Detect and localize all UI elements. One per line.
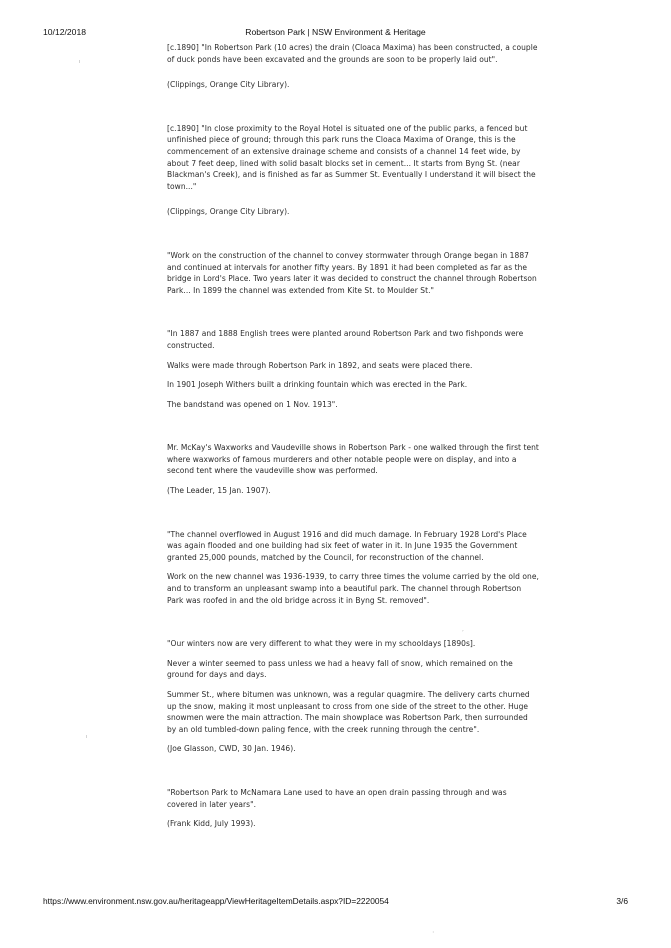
- paragraph-fountain: In 1901 Joseph Withers built a drinking fountain which was erected in the Park.: [167, 380, 468, 390]
- paragraph-new-channel: Work on the new channel was 1936-1939, to carry three times the volume carried by the old one, and to transform an unpleasant swamp into a beautiful park. The channel through Robertson Park was roofed in and the old bridge across it in Byng St. removed".: [167, 572, 539, 605]
- source-citation: (Joe Glasson, CWD, 30 Jan. 1946).: [167, 744, 296, 754]
- paragraph-bandstand: The bandstand was opened on 1 Nov. 1913".: [167, 399, 338, 409]
- paragraph-cloaca-maxima: [c.1890] "In close proximity to the Royal Hotel is situated one of the public parks, a fenced but unfinished piece of ground; through this park runs the Cloaca Maxima of Orange, this is the commencement of an extensive drainage scheme and consists of a channel 14 feet wide, by about 7 feet deep, lined with solid basalt blocks set in cement... It starts from Byng St. (near Blackman's Creek), and is finished as far as Summer St. Eventually I understand it will bisect the town...": [167, 123, 536, 191]
- paragraph-flooding: "The channel overflowed in August 1916 and did much damage. In February 1928 Lord's Place was again flooded and one building had six feet of water in it. In June 1935 the Government granted 25,000 pounds, matched by the Council, for reconstruction of the channel.: [167, 529, 527, 562]
- source-citation: (Clippings, Orange City Library).: [167, 80, 290, 90]
- scan-speck: ·: [432, 928, 435, 937]
- paragraph-mcnamara-lane: "Robertson Park to McNamara Lane used to have an open drain passing through and was covered in later years".: [167, 787, 507, 809]
- paragraph-winters: "Our winters now are very different to what they were in my schooldays [1890s].: [167, 639, 476, 649]
- scan-speck: ′: [462, 629, 464, 638]
- paragraph-english-trees: "In 1887 and 1888 English trees were planted around Robertson Park and two fishponds were constructed.: [167, 329, 524, 350]
- paragraph-channel-construction: "Work on the construction of the channel to convey stormwater through Orange began in 1887 and continued at intervals for another fifty years. By 1891 it had been completed as far as the bridge in Lord's Place. Two years later it was decided to construct the channel through Robertson Park... In 1899 the channel was extended from Kite St. to Moulder St.": [167, 250, 537, 295]
- paragraph-waxworks: Mr. McKay's Waxworks and Vaudeville shows in Robertson Park - one walked through the first tent where waxworks of famous murderers and other notable people were on display, and into a second tent where the vaudeville show was performed.: [167, 443, 539, 476]
- paragraph-snow: Never a winter seemed to pass unless we had a heavy fall of snow, which remained on the ground for days and days.: [167, 658, 513, 680]
- source-citation: (Frank Kidd, July 1993).: [167, 819, 256, 829]
- source-citation: (Clippings, Orange City Library).: [167, 207, 290, 217]
- source-citation: (The Leader, 15 Jan. 1907).: [167, 486, 271, 496]
- history-content: [167, 42, 539, 830]
- page-title: Robertson Park | NSW Environment & Heritage: [245, 27, 426, 37]
- scan-mark: [79, 60, 80, 63]
- scan-mark: [86, 735, 87, 738]
- page-number: 3/6: [616, 896, 628, 906]
- paragraph-summer-st: Summer St., where bitumen was unknown, was a regular quagmire. The delivery carts churned up the snow, making it most unpleasant to cross from one side of the street to the other. Huge snowmen were the main attraction. The main showplace was Robertson Park, then surrounded by an old tumbled-down paling fence, with the creek running through the centre".: [167, 690, 530, 734]
- print-date: 10/12/2018: [43, 27, 87, 37]
- paragraph-duck-ponds: [c.1890] "In Robertson Park (10 acres) the drain (Cloaca Maxima) has been constructed, a couple of duck ponds have been excavated and the grounds are soon to be properly laid out".: [167, 43, 538, 64]
- paragraph-walks: Walks were made through Robertson Park in 1892, and seats were placed there.: [167, 360, 473, 370]
- source-url: https://www.environment.nsw.gov.au/heritageapp/ViewHeritageItemDetails.aspx?ID=2220054: [43, 896, 389, 906]
